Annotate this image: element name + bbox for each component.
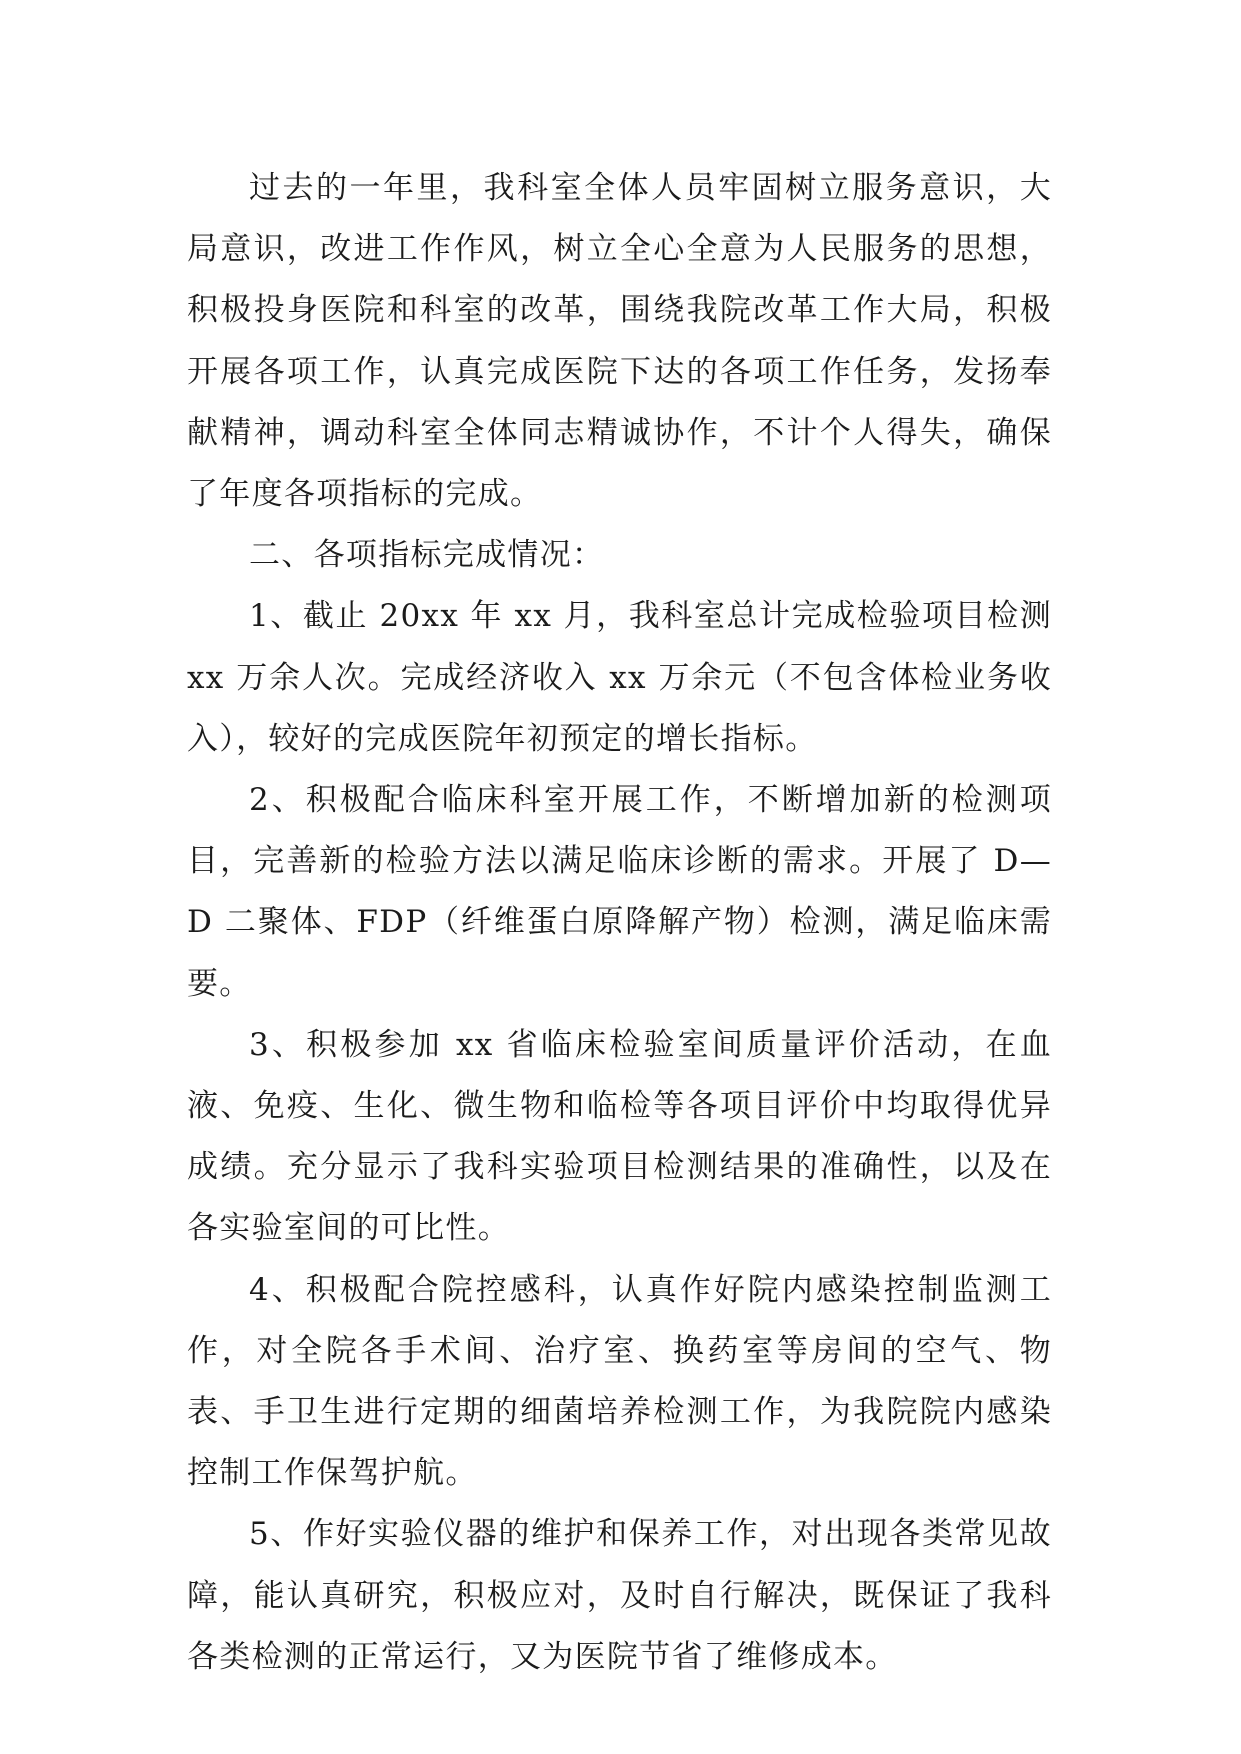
- paragraph-intro: 过去的一年里，我科室全体人员牢固树立服务意识，大局意识，改进工作作风，树立全心全意为人民服务的思想，积极投身医院和科室的改革，围绕我院改革工作大局，积极开展各项工作，认真完成医院下达的各项工作任务，发扬奉献精神，调动科室全体同志精诚协作，不计个人得失，确保了年度各项指标的完成。: [187, 170, 1052, 513]
- paragraph-item-1: 1、截止 20xx 年 xx 月，我科室总计完成检验项目检测 xx 万余人次。完成经济收入 xx 万余元（不包含体检业务收入），较好的完成医院年初预定的增长指标。: [187, 598, 1052, 757]
- paragraph-item-2: 2、积极配合临床科室开展工作，不断增加新的检测项目，完善新的检验方法以满足临床诊断的需求。开展了 D—D 二聚体、FDP（纤维蛋白原降解产物）检测，满足临床需要。: [187, 782, 1052, 1002]
- paragraph-item-4: 4、积极配合院控感科，认真作好院内感染控制监测工作，对全院各手术间、治疗室、换药室等房间的空气、物表、手卫生进行定期的细菌培养检测工作，为我院院内感染控制工作保驾护航。: [187, 1271, 1052, 1492]
- paragraph-item-5: 5、作好实验仪器的维护和保养工作，对出现各类常见故障，能认真研究，积极应对，及时自行解决，既保证了我科各类检测的正常运行，又为医院节省了维修成本。: [187, 1516, 1052, 1675]
- paragraph-item-3: 3、积极参加 xx 省临床检验室间质量评价活动，在血液、免疫、生化、微生物和临检等各项目评价中均取得优异成绩。充分显示了我科实验项目检测结果的准确性，以及在各实验室间的可比性。: [187, 1026, 1052, 1247]
- section-heading-indicators: 二、各项指标完成情况：: [249, 537, 605, 574]
- document-body: [187, 158, 1052, 1688]
